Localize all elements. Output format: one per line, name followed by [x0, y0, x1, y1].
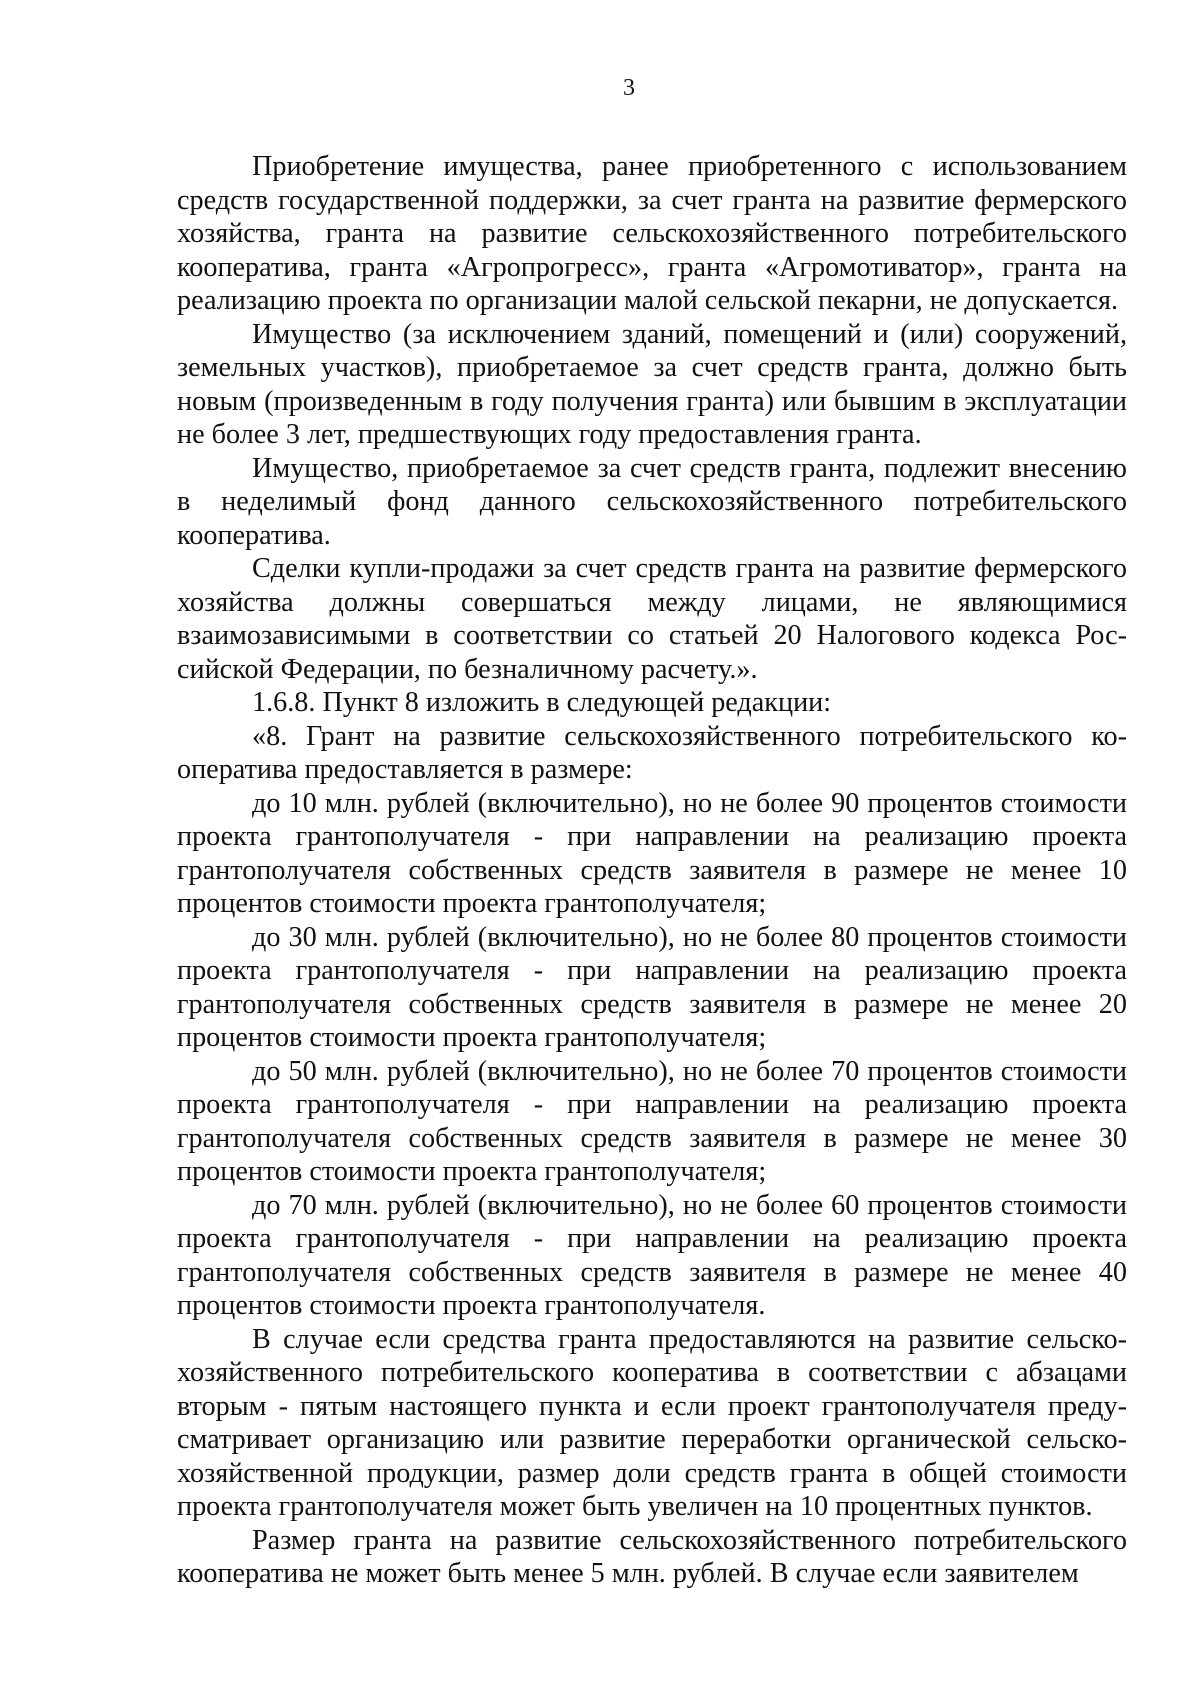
- paragraph-property-new-condition: Имущество (за исключением зданий, помещений и (или) сооружений, земельных участков), приобретаемое за счет средств гранта, должно быть новым (произведенным в году получения гранта) или бывшим в эксплуатации не более 3 лет, предшествующих году предоставления гранта.: [177, 318, 1127, 450]
- paragraph-clause-8-intro: «8. Грант на развитие сельскохозяйственного потребительского кооператива предоставляется в размере:: [177, 720, 1127, 785]
- paragraph-grant-tier-10m: до 10 млн. рублей (включительно), но не более 90 процентов стоимости проекта грантополучателя - при направлении на реализацию проекта грантополучателя собственных средств заявителя в размере не менее 10 процентов стоимости проекта грантополучателя;: [177, 787, 1127, 919]
- paragraph-organic-processing-increase: В случае если средства гранта предоставляются на развитие сельскохозяйственного потребительского кооператива в соответствии с абзацами вторым - пятым настоящего пункта и если проект грантополучателя предусматривает организацию или развитие переработки органической сельскохозяйственной продукции, размер доли средств гранта в общей стоимости проекта грантополучателя может быть увеличен на 10 процентных пунктов.: [177, 1323, 1127, 1522]
- paragraph-clause-1-6-8: 1.6.8. Пункт 8 изложить в следующей редакции:: [252, 687, 832, 718]
- paragraph-grant-tier-30m: до 30 млн. рублей (включительно), но не более 80 процентов стоимости проекта грантополучателя - при направлении на реализацию проекта грантополучателя собственных средств заявителя в размере не менее 20 процентов стоимости проекта грантополучателя;: [177, 921, 1127, 1053]
- paragraph-indivisible-fund: Имущество, приобретаемое за счет средств гранта, подлежит внесению в неделимый фонд данного сельскохозяйственного потребительского кооператива.: [177, 452, 1127, 551]
- paragraph-grant-tier-50m: до 50 млн. рублей (включительно), но не более 70 процентов стоимости проекта грантополучателя - при направлении на реализацию проекта грантополучателя собственных средств заявителя в размере не менее 30 процентов стоимости проекта грантополучателя;: [177, 1055, 1127, 1187]
- document-body: [177, 150, 1127, 1591]
- paragraph-grant-tier-70m: до 70 млн. рублей (включительно), но не более 60 процентов стоимости проекта грантополучателя - при направлении на реализацию проекта грантополучателя собственных средств заявителя в размере не менее 40 процентов стоимости проекта грантополучателя.: [177, 1189, 1127, 1321]
- paragraph-sale-transactions: Сделки купли-продажи за счет средств гранта на развитие фермерского хозяйства должны совершаться между лицами, не являющимися взаимозависимыми в соответствии со статьей 20 Налогового кодекса Российской Федерации, по безналичному расчету.».: [177, 553, 1127, 685]
- paragraph-minimum-grant-size: Размер гранта на развитие сельскохозяйственного потребительского кооператива не может быть менее 5 млн. рублей. В случае если заявителем: [177, 1524, 1127, 1589]
- paragraph-property-acquisition-restriction: Приобретение имущества, ранее приобретенного с использованием средств государственной поддержки, за счет гранта на развитие фермерского хозяйства, гранта на развитие сельскохозяйственного потребительского кооператива, гранта «Агропрогресс», гранта «Агромотиватор», гранта на реализацию проекта по организации малой сельской пекарни, не допускается.: [177, 151, 1127, 316]
- page-number: 3: [623, 75, 635, 101]
